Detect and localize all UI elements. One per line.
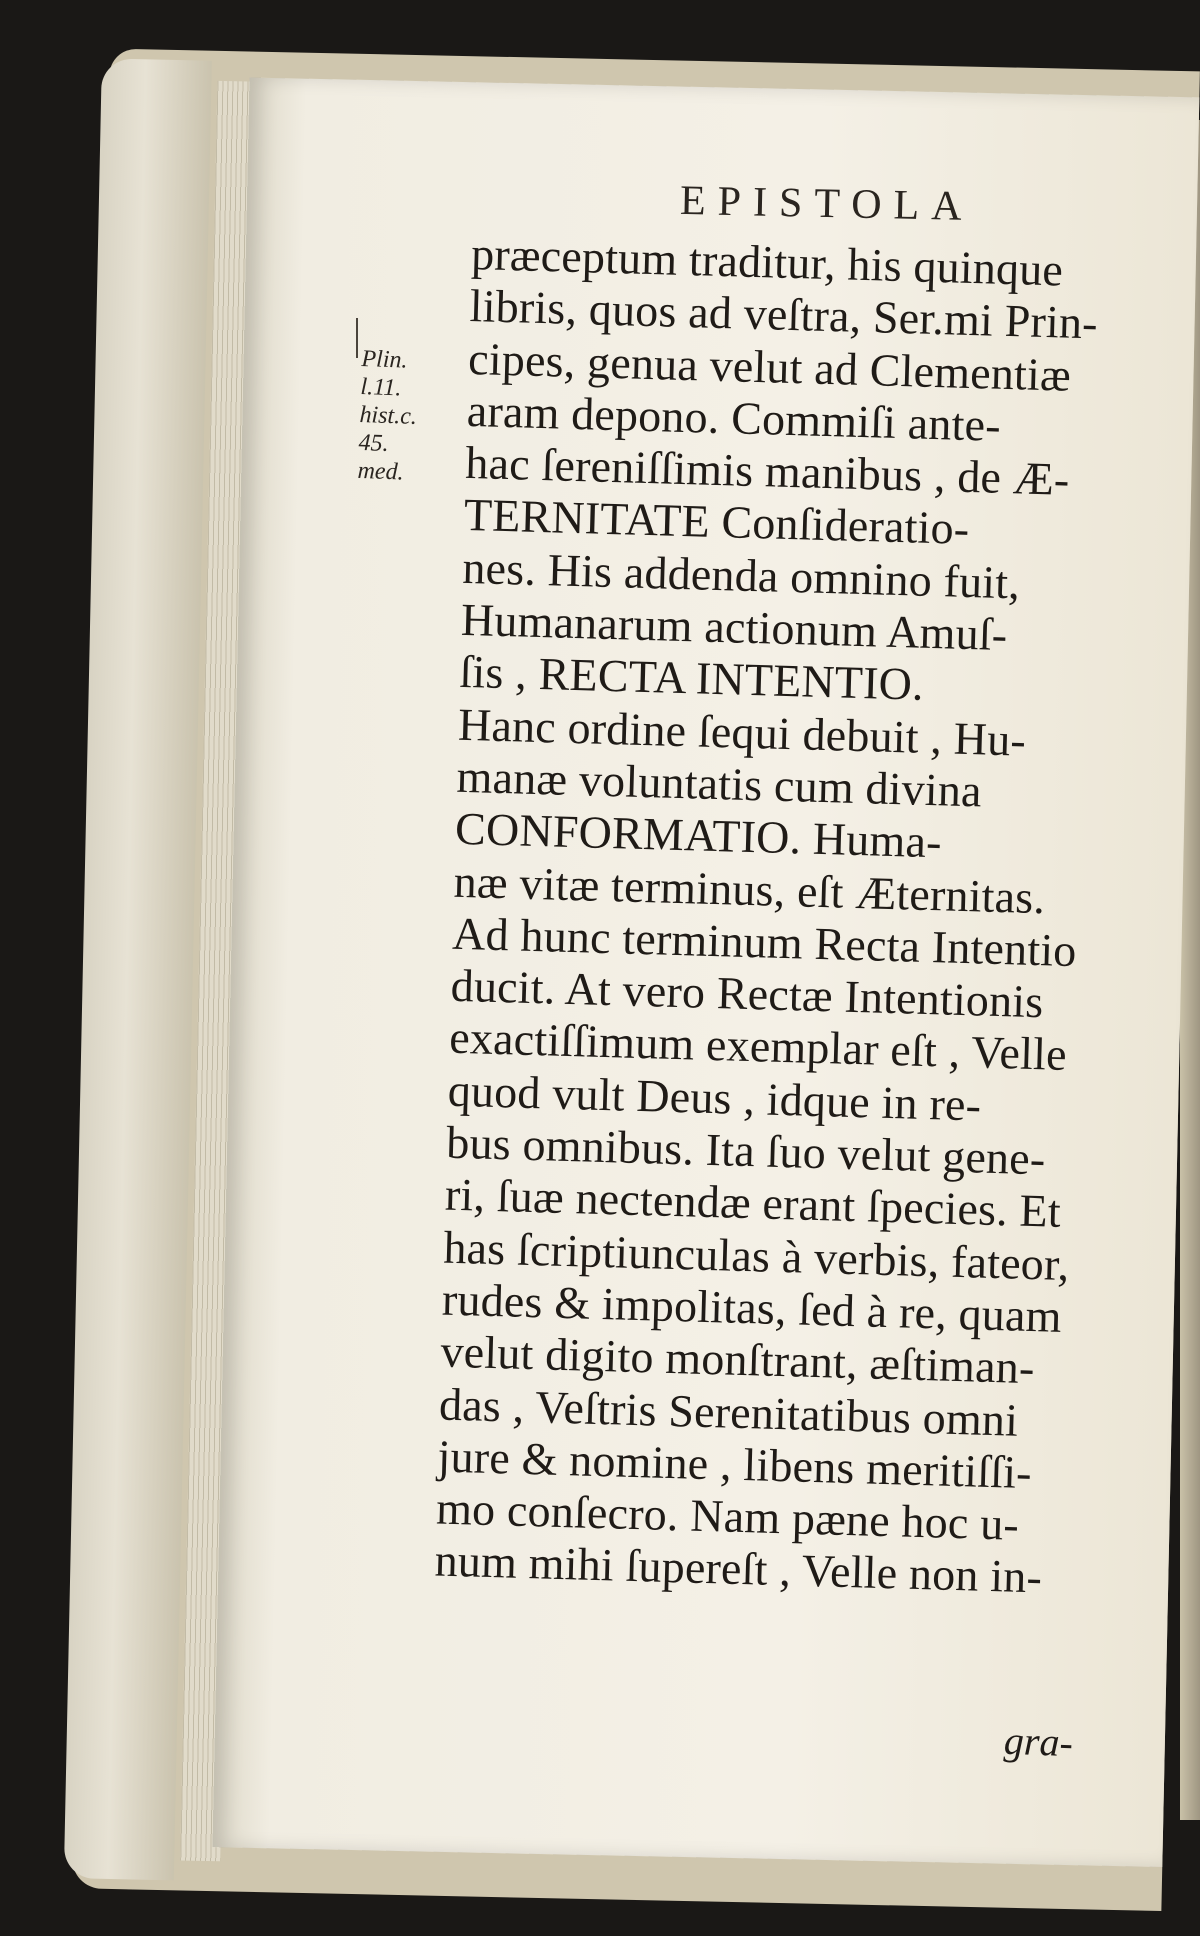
text-line: quod vult Deus , idque in re- xyxy=(447,1064,982,1131)
text-line: has ſcriptiunculas à verbis, fateor, xyxy=(442,1221,1071,1290)
margin-note-line: med. xyxy=(357,457,405,486)
text-line: næ vitæ terminus, eſt Æternitas. xyxy=(453,855,1046,923)
text-line: nes. His addenda omnino fuit, xyxy=(461,541,1021,609)
text-line: manæ voluntatis cum divina xyxy=(455,750,983,817)
text-line: libris, quos ad veſtra, Ser.mi Prin- xyxy=(469,280,1099,349)
text-line: num mihi ſupereſt , Velle non in- xyxy=(434,1534,1043,1603)
text-line: hac ſereniſſimis manibus , de Æ- xyxy=(464,437,1071,505)
margin-note-line: l.11. xyxy=(360,373,402,402)
text-line: exactiſſimum exemplar eſt , Velle xyxy=(448,1012,1068,1081)
text-line: velut digito monſtrant, æſtiman- xyxy=(439,1325,1036,1394)
text-line: ri, ſuæ nectendæ erant ſpecies. Et xyxy=(444,1168,1062,1238)
text-line: TERNITATE Conſideratio- xyxy=(463,489,971,555)
margin-note-line: hist.c. xyxy=(359,401,418,430)
running-head: EPISTOLA xyxy=(679,177,975,231)
catchword: gra- xyxy=(1003,1717,1074,1766)
text-line: cipes, genua velut ad Clementiæ xyxy=(467,332,1072,401)
text-line: ducit. At vero Rectæ Intentionis xyxy=(450,959,1045,1028)
text-line: Hanc ordine ſequi debuit , Hu- xyxy=(457,698,1027,766)
text-line: mo conſecro. Nam pæne hoc u- xyxy=(435,1482,1020,1550)
margin-note-line: Plin. xyxy=(361,345,408,374)
text-line: ſis , RECTA INTENTIO. xyxy=(458,646,925,711)
text-line: rudes & impolitas, ſed à re, quam xyxy=(441,1273,1063,1342)
margin-rule xyxy=(356,318,358,358)
text-line: CONFORMATIO. Huma- xyxy=(454,803,943,868)
text-line: Ad hunc terminum Recta Intentio xyxy=(451,907,1078,977)
text-line: Humanarum actionum Amuſ- xyxy=(460,593,1009,661)
text-line: aram depono. Commiſi ante- xyxy=(466,384,1002,451)
text-line: bus omnibus. Ita ſuo velut gene- xyxy=(445,1116,1047,1185)
margin-note-line: 45. xyxy=(358,429,390,457)
text-line: jure & nomine , libens meritiſſi- xyxy=(436,1430,1033,1498)
margin-note xyxy=(357,345,442,488)
text-line: præceptum traditur, his quinque xyxy=(470,228,1064,296)
body-text xyxy=(434,228,1192,1607)
text-line: das , Veſtris Serenitatibus omni xyxy=(438,1378,1019,1446)
